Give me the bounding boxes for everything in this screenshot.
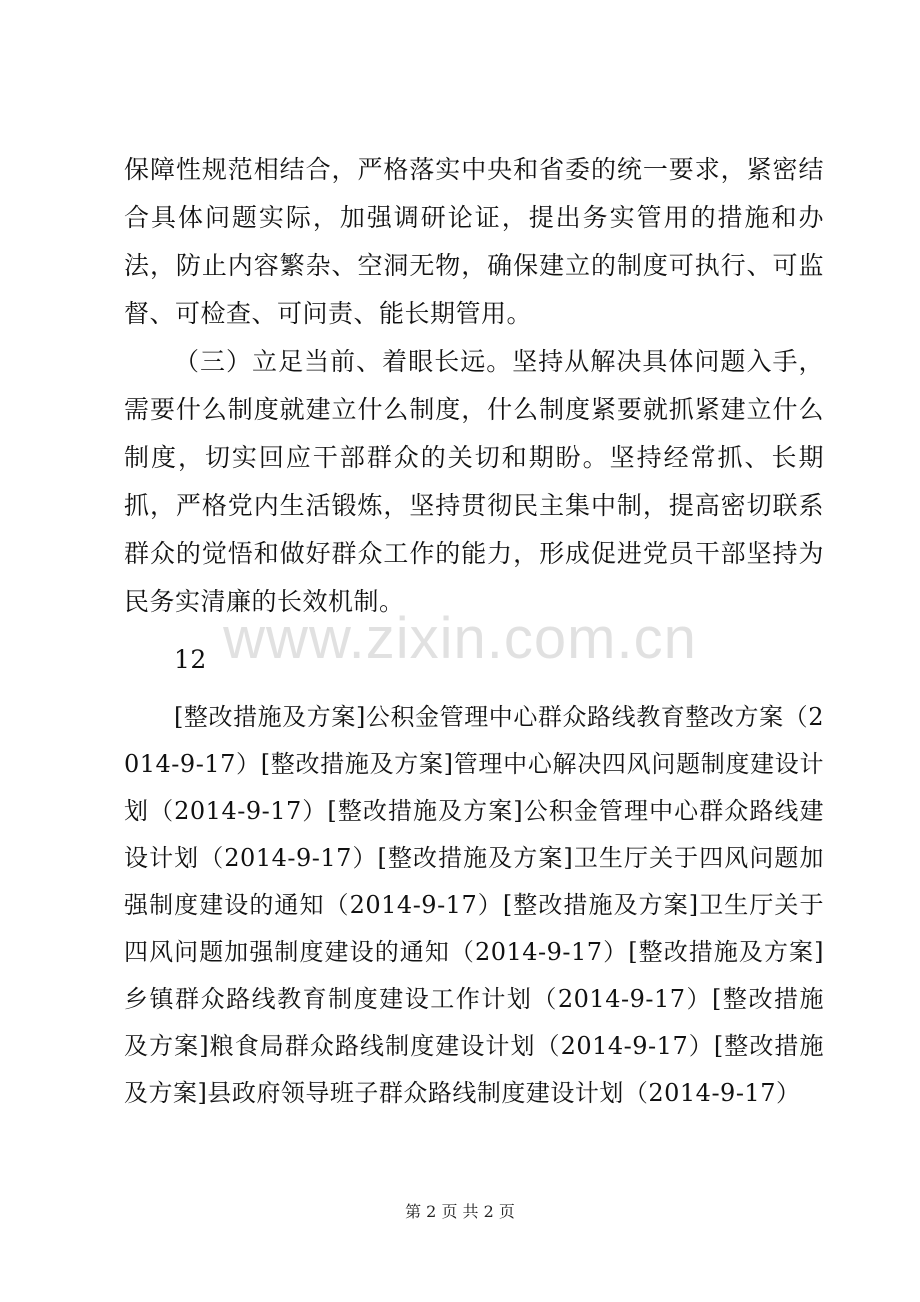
document-body	[124, 146, 824, 1117]
page-footer: 第 2 页 共 2 页	[405, 1202, 515, 1221]
paragraph-continuation: 保障性规范相结合，严格落实中央和省委的统一要求，紧密结合具体问题实际，加强调研论证，提出务实管用的措施和办法，防止内容繁杂、空洞无物，确保建立的制度可执行、可监督、可检查、可问责、能长期管用。	[124, 155, 824, 328]
related-links-paragraph[interactable]: [整改措施及方案]公积金管理中心群众路线教育整改方案（2014-9-17）[整改措施及方案]管理中心解决四风问题制度建设计划（2014-9-17）[整改措施及方案]公积金管理中心群众路线建设计划（2014-9-17）[整改措施及方案]卫生厅关于四风问题加强制度建设的通知（2014-9-17）[整改措施及方案]卫生厅关于四风问题加强制度建设的通知（2014-9-17）[整改措施及方案]乡镇群众路线教育制度建设工作计划（2014-9-17）[整改措施及方案]粮食局群众路线制度建设计划（2014-9-17）[整改措施及方案]县政府领导班子群众路线制度建设计划（2014-9-17）	[124, 703, 824, 1107]
paragraph-section-three: （三）立足当前、着眼长远。坚持从解决具体问题入手，需要什么制度就建立什么制度，什么制度紧要就抓紧建立什么制度，切实回应干部群众的关切和期盼。坚持经常抓、长期抓，严格党内生活锻炼，坚持贯彻民主集中制，提高密切联系群众的觉悟和做好群众工作的能力，形成促进党员干部坚持为民务实清廉的长效机制。	[124, 347, 824, 616]
section-number: 12	[174, 645, 207, 674]
watermark: www.zixin.com.cn	[223, 606, 697, 671]
